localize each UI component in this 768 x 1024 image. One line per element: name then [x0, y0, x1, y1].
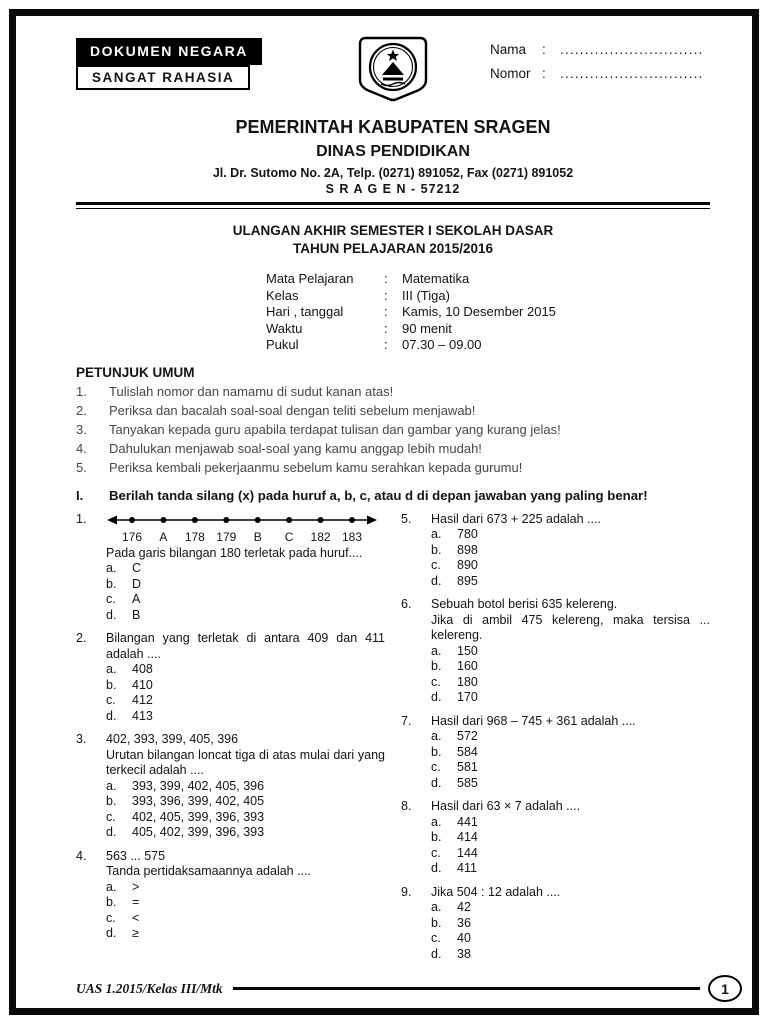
answer-option	[106, 709, 385, 725]
number-line-label: B	[253, 529, 262, 544]
detail-label: Hari , tanggal	[266, 304, 344, 320]
option-letter: c.	[106, 809, 116, 824]
page-number: 1	[721, 980, 729, 997]
answer-option	[106, 810, 385, 826]
petunjuk-section	[76, 365, 710, 477]
exam-details	[266, 271, 710, 354]
detail-label: Kelas	[266, 287, 299, 303]
answer-option	[106, 608, 385, 624]
answer-option	[431, 916, 710, 932]
question-text: Bilangan yang terletak di antara 409 dan 411 adalah ....	[106, 631, 385, 661]
question	[76, 849, 385, 942]
answer-option	[106, 693, 385, 709]
answer-option	[106, 880, 385, 896]
detail-colon: :	[384, 320, 388, 336]
option-letter: c.	[106, 910, 116, 925]
option-text: D	[132, 576, 142, 591]
detail-label: Pukul	[266, 337, 299, 353]
answer-option	[431, 558, 710, 574]
option-letter: d.	[431, 690, 442, 705]
detail-colon: :	[384, 304, 388, 320]
option-letter: c.	[106, 693, 116, 708]
petunjuk-item-number: 2.	[76, 402, 87, 418]
answer-option	[431, 729, 710, 745]
number-line-labels	[106, 530, 385, 545]
detail-value: 07.30 – 09.00	[402, 337, 482, 353]
option-text: 405, 402, 399, 396, 393	[132, 825, 265, 840]
question-text: Sebuah botol berisi 635 kelereng.	[431, 597, 618, 612]
question-text: Jika di ambil 475 kelereng, maka tersisa ... kelereng.	[431, 612, 710, 643]
answer-option	[431, 543, 710, 559]
option-text: 150	[457, 643, 478, 658]
petunjuk-item-text: Tanyakan kepada guru apabila terdapat tulisan dan gambar yang kurang jelas!	[109, 421, 561, 437]
question-text: Hasil dari 63 × 7 adalah ....	[431, 799, 581, 814]
option-text: 170	[457, 690, 478, 705]
nomor-dotted-line: .............................	[560, 66, 704, 81]
detail-value: 90 menit	[402, 320, 452, 336]
city-postal-line: S R A G E N - 57212	[325, 182, 461, 197]
nomor-field	[490, 66, 710, 81]
section-numeral: I.	[76, 487, 84, 503]
option-letter: c.	[431, 845, 441, 860]
number-line-label: 179	[216, 529, 237, 544]
question-pretext: 563 ... 575	[106, 848, 166, 863]
answer-option	[431, 947, 710, 963]
option-letter: b.	[431, 915, 442, 930]
address-line: Jl. Dr. Sutomo No. 2A, Telp. (0271) 891052, Fax (0271) 891052	[212, 165, 574, 180]
option-text: <	[132, 910, 140, 925]
petunjuk-item	[76, 439, 710, 458]
number-line-svg	[106, 513, 378, 527]
number-line-label: 176	[121, 529, 143, 544]
questions-column-right	[401, 512, 710, 971]
question-text: Hasil dari 968 – 745 + 361 adalah ....	[431, 713, 636, 728]
option-letter: d.	[431, 573, 442, 588]
answer-option	[106, 577, 385, 593]
detail-value: Kamis, 10 Desember 2015	[402, 304, 556, 320]
letterhead-divider	[76, 202, 710, 209]
question-number: 3.	[76, 732, 87, 747]
question-number: 2.	[76, 631, 87, 646]
nama-field	[490, 42, 710, 57]
question-body	[106, 512, 385, 624]
answer-option	[431, 574, 710, 590]
detail-row	[266, 304, 710, 321]
question-body	[106, 732, 385, 841]
option-letter: d.	[106, 708, 117, 723]
option-text: 42	[457, 900, 471, 915]
question-text: Pada garis bilangan 180 terletak pada huruf....	[106, 545, 363, 560]
option-text: 411	[457, 861, 477, 876]
exam-title-line2: TAHUN PELAJARAN 2015/2016	[292, 240, 494, 256]
petunjuk-item-number: 1.	[76, 383, 87, 399]
question-text: Jika 504 : 12 adalah ....	[431, 884, 561, 899]
number-line-figure	[106, 513, 385, 545]
option-text: 180	[457, 674, 478, 689]
option-letter: a.	[106, 879, 117, 894]
option-letter: d.	[431, 946, 442, 961]
question-number: 6.	[401, 597, 412, 612]
questions-area	[76, 512, 710, 971]
question	[76, 631, 385, 724]
option-letter: a.	[106, 662, 117, 677]
question	[76, 512, 385, 624]
option-text: 441	[457, 814, 478, 829]
number-line-label: 178	[184, 529, 205, 544]
question-text: Hasil dari 673 + 225 adalah ....	[431, 511, 601, 526]
question-number: 7.	[401, 713, 412, 728]
option-text: 160	[457, 659, 478, 674]
footer-rule	[233, 987, 700, 990]
question-pretext: 402, 393, 399, 405, 396	[106, 732, 239, 747]
option-text: A	[132, 592, 141, 607]
option-text: 413	[132, 708, 153, 723]
option-letter: b.	[106, 576, 117, 591]
question-body	[106, 631, 385, 724]
page-number-badge	[708, 975, 742, 1002]
option-letter: a.	[431, 729, 442, 744]
option-letter: c.	[106, 592, 116, 607]
question-body	[431, 799, 710, 877]
questions-column-left	[76, 512, 385, 971]
petunjuk-item	[76, 420, 710, 439]
petunjuk-item-number: 5.	[76, 459, 87, 475]
option-letter: b.	[431, 659, 442, 674]
question-number: 4.	[76, 848, 87, 863]
detail-value: III (Tiga)	[402, 287, 450, 303]
page-footer	[76, 975, 742, 1002]
sragen-regency-logo	[356, 36, 430, 107]
option-letter: d.	[106, 607, 117, 622]
nama-colon: :	[542, 42, 546, 57]
nama-label: Nama	[490, 42, 527, 57]
option-letter: c.	[431, 674, 441, 689]
section-1-heading	[76, 486, 710, 505]
answer-option	[106, 926, 385, 942]
answer-option	[431, 846, 710, 862]
answer-option	[431, 745, 710, 761]
option-letter: b.	[431, 830, 442, 845]
option-letter: b.	[431, 744, 442, 759]
answer-option	[106, 592, 385, 608]
answer-option	[431, 659, 710, 675]
option-text: >	[132, 879, 140, 894]
petunjuk-item	[76, 458, 710, 477]
option-letter: b.	[106, 677, 117, 692]
question-text: Urutan bilangan loncat tiga di atas mulai dari yang terkecil adalah ....	[106, 747, 385, 778]
option-letter: b.	[106, 895, 117, 910]
answer-option	[106, 678, 385, 694]
option-text: 408	[132, 662, 153, 677]
detail-colon: :	[384, 337, 388, 353]
option-text: 581	[457, 760, 478, 775]
option-letter: c.	[431, 931, 441, 946]
answer-option	[106, 794, 385, 810]
option-letter: a.	[431, 527, 442, 542]
petunjuk-item-number: 4.	[76, 440, 87, 456]
answer-option	[106, 895, 385, 911]
answer-option	[431, 830, 710, 846]
petunjuk-item-text: Periksa kembali pekerjaanmu sebelum kamu serahkan kepada gurumu!	[109, 459, 523, 475]
option-text: 393, 396, 399, 402, 405	[132, 794, 265, 809]
option-text: 38	[457, 946, 471, 961]
answer-option	[106, 911, 385, 927]
answer-option	[431, 644, 710, 660]
letterhead	[76, 116, 710, 198]
detail-row	[266, 337, 710, 354]
option-letter: b.	[106, 794, 117, 809]
option-letter: d.	[431, 861, 442, 876]
detail-row	[266, 271, 710, 288]
number-line-label: 182	[310, 529, 331, 544]
detail-row	[266, 321, 710, 338]
answer-option	[106, 779, 385, 795]
option-text: 895	[457, 573, 478, 588]
option-text: ≥	[132, 926, 139, 941]
section-instruction: Berilah tanda silang (x) pada huruf a, b, c, atau d di depan jawaban yang paling benar!	[109, 487, 648, 503]
answer-option	[431, 776, 710, 792]
detail-label: Waktu	[266, 320, 303, 336]
question	[401, 512, 710, 590]
option-text: 585	[457, 775, 478, 790]
option-letter: d.	[431, 775, 442, 790]
option-text: 402, 405, 399, 396, 393	[132, 809, 265, 824]
question	[76, 732, 385, 841]
option-text: =	[132, 895, 140, 910]
option-text: 572	[457, 729, 478, 744]
answer-option	[431, 900, 710, 916]
option-text: 780	[457, 527, 478, 542]
document-header	[76, 38, 710, 112]
question-body	[431, 885, 710, 963]
number-line-label: A	[159, 529, 168, 544]
petunjuk-item-number: 3.	[76, 421, 87, 437]
question-body	[431, 512, 710, 590]
answer-option	[431, 675, 710, 691]
petunjuk-item-text: Periksa dan bacalah soal-soal dengan teliti sebelum menjawab!	[109, 402, 476, 418]
answer-option	[106, 561, 385, 577]
question-body	[431, 714, 710, 792]
answer-option	[431, 815, 710, 831]
document-code: UAS 1.2015/Kelas III/Mtk	[76, 980, 223, 996]
option-letter: c.	[431, 558, 441, 573]
answer-option	[106, 825, 385, 841]
question-text: Tanda pertidaksamaannya adalah ....	[106, 864, 311, 879]
option-text: 412	[132, 693, 153, 708]
question-body	[106, 849, 385, 942]
student-identity-fields	[490, 38, 710, 90]
stamp-sangat-rahasia: SANGAT RAHASIA	[76, 65, 250, 90]
question	[401, 885, 710, 963]
detail-colon: :	[384, 271, 388, 287]
petunjuk-item	[76, 401, 710, 420]
option-text: 890	[457, 558, 478, 573]
question-number: 1.	[76, 511, 87, 526]
petunjuk-item	[76, 382, 710, 401]
option-letter: a.	[431, 643, 442, 658]
question	[401, 714, 710, 792]
question-number: 9.	[401, 884, 412, 899]
option-text: C	[132, 561, 142, 576]
option-letter: c.	[431, 760, 441, 775]
option-letter: d.	[106, 825, 117, 840]
nama-dotted-line: .............................	[560, 42, 704, 57]
department-name: DINAS PENDIDIKAN	[316, 142, 470, 160]
sragen-logo-emblem-icon	[356, 36, 430, 102]
option-text: 393, 399, 402, 405, 396	[132, 778, 265, 793]
question-number: 8.	[401, 799, 412, 814]
detail-colon: :	[384, 287, 388, 303]
question-number: 5.	[401, 511, 412, 526]
option-letter: a.	[106, 561, 117, 576]
option-text: 898	[457, 542, 478, 557]
classification-stamps	[76, 38, 262, 90]
answer-option	[431, 527, 710, 543]
detail-value: Matematika	[402, 271, 470, 287]
nomor-colon: :	[542, 66, 546, 81]
detail-label: Mata Pelajaran	[266, 271, 354, 287]
exam-title-line1: ULANGAN AKHIR SEMESTER I SEKOLAH DASAR	[232, 222, 554, 238]
option-text: B	[132, 607, 141, 622]
option-text: 414	[457, 830, 478, 845]
option-text: 410	[132, 677, 153, 692]
nomor-label: Nomor	[490, 66, 531, 81]
option-text: 40	[457, 931, 471, 946]
detail-row	[266, 288, 710, 305]
question	[401, 799, 710, 877]
stamp-dokumen-negara: DOKUMEN NEGARA	[76, 38, 262, 65]
option-text: 584	[457, 744, 478, 759]
question-body	[431, 597, 710, 706]
answer-option	[431, 861, 710, 877]
number-line-label: C	[284, 529, 294, 544]
option-letter: a.	[431, 900, 442, 915]
question	[401, 597, 710, 706]
exam-title	[76, 222, 710, 258]
petunjuk-title: PETUNJUK UMUM	[76, 364, 195, 380]
option-letter: a.	[106, 778, 117, 793]
answer-option	[431, 690, 710, 706]
petunjuk-list	[76, 382, 710, 477]
answer-option	[431, 760, 710, 776]
option-text: 144	[457, 845, 478, 860]
answer-option	[106, 662, 385, 678]
number-line-label: 183	[341, 529, 363, 544]
government-name: PEMERINTAH KABUPATEN SRAGEN	[235, 117, 551, 137]
option-letter: b.	[431, 542, 442, 557]
petunjuk-item-text: Dahulukan menjawab soal-soal yang kamu anggap lebih mudah!	[109, 440, 482, 456]
answer-option	[431, 931, 710, 947]
option-letter: d.	[106, 926, 117, 941]
option-letter: a.	[431, 814, 442, 829]
option-text: 36	[457, 915, 471, 930]
petunjuk-item-text: Tulislah nomor dan namamu di sudut kanan atas!	[109, 383, 394, 399]
